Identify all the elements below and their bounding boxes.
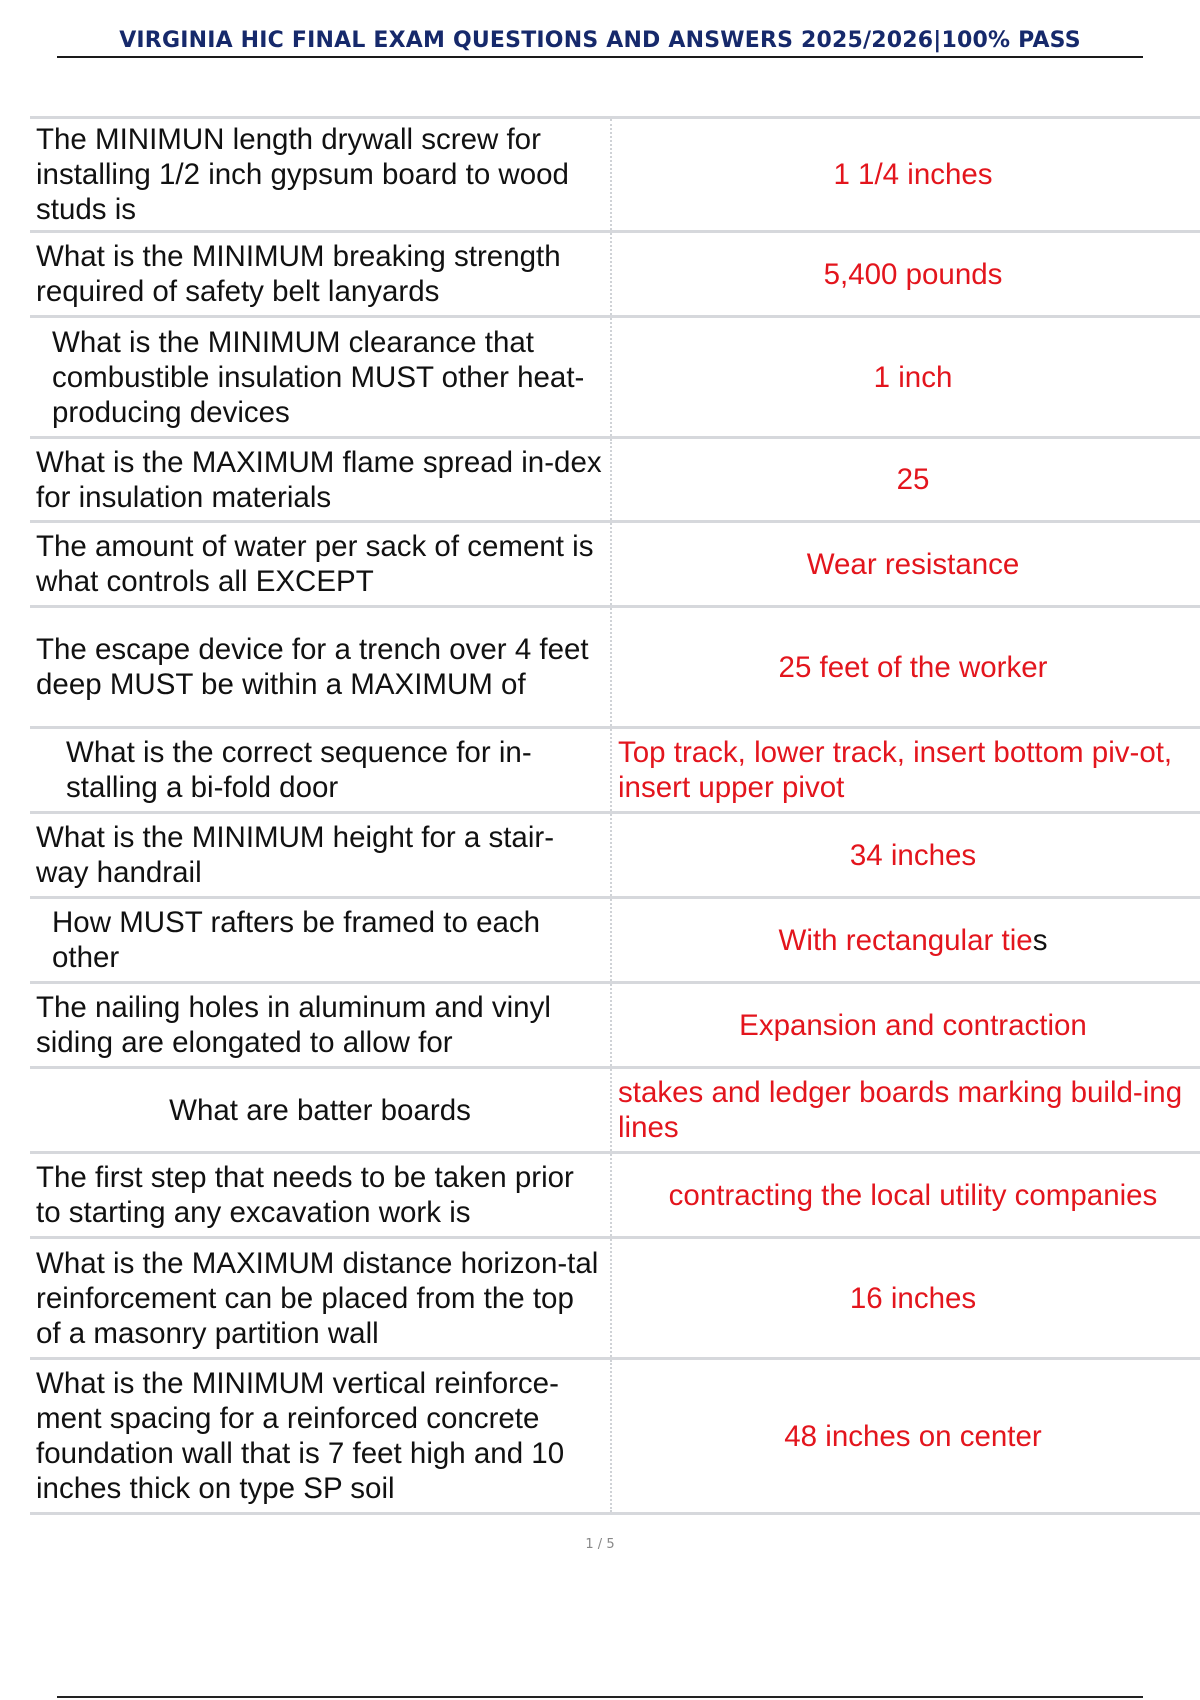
document-title: VIRGINIA HIC FINAL EXAM QUESTIONS AND ANSWERS 2025/2026|100% PASS <box>119 28 1081 53</box>
question-cell: What is the correct sequence for in-stalling a bi-fold door <box>30 728 611 813</box>
question-cell: What is the MAXIMUM distance horizon-tal reinforcement can be placed from the top of a masonry partition wall <box>30 1238 611 1359</box>
table-row <box>30 1068 1200 1153</box>
answer-cell <box>611 898 1200 983</box>
answer-text: With rectangular tie <box>778 923 1033 957</box>
answer-cell: Wear resistance <box>611 522 1200 607</box>
answer-cell: 5,400 pounds <box>611 232 1200 317</box>
table-row <box>30 118 1200 232</box>
question-cell: The amount of water per sack of cement is what controls all EXCEPT <box>30 522 611 607</box>
answer-cell: contracting the local utility companies <box>611 1153 1200 1238</box>
question-cell: What is the MAXIMUM flame spread in-dex for insulation materials <box>30 438 611 522</box>
question-cell: The MINIMUN length drywall screw for installing 1/2 inch gypsum board to wood studs is <box>30 118 611 232</box>
question-cell: What is the MINIMUM vertical reinforce-ment spacing for a reinforced concrete foundation wall that is 7 feet high and 10 inches thick on type SP soil <box>30 1359 611 1514</box>
answer-cell: 25 feet of the worker <box>611 607 1200 728</box>
answer-cell: 1 1/4 inches <box>611 118 1200 232</box>
document-header <box>57 26 1143 58</box>
table-row <box>30 607 1200 728</box>
table-row <box>30 232 1200 317</box>
question-cell: The first step that needs to be taken prior to starting any excavation work is <box>30 1153 611 1238</box>
answer-text-tail: s <box>1032 923 1048 957</box>
answer-cell: Top track, lower track, insert bottom piv-ot, insert upper pivot <box>611 728 1200 813</box>
table-row <box>30 1359 1200 1514</box>
question-cell: The escape device for a trench over 4 feet deep MUST be within a MAXIMUM of <box>30 607 611 728</box>
table-row <box>30 983 1200 1068</box>
table-row <box>30 813 1200 898</box>
answer-cell: Expansion and contraction <box>611 983 1200 1068</box>
answer-cell: 34 inches <box>611 813 1200 898</box>
answer-cell: stakes and ledger boards marking build-ing lines <box>611 1068 1200 1153</box>
table-row <box>30 522 1200 607</box>
question-cell: What is the MINIMUM breaking strength required of safety belt lanyards <box>30 232 611 317</box>
table-row <box>30 1153 1200 1238</box>
page-number: 1 / 5 <box>585 1537 615 1552</box>
table-row <box>30 438 1200 522</box>
table-row <box>30 317 1200 438</box>
question-cell: What is the MINIMUM height for a stair-way handrail <box>30 813 611 898</box>
answer-cell: 1 inch <box>611 317 1200 438</box>
answer-cell: 48 inches on center <box>611 1359 1200 1514</box>
footer-divider <box>57 1696 1143 1698</box>
answer-cell: 16 inches <box>611 1238 1200 1359</box>
question-cell: The nailing holes in aluminum and vinyl siding are elongated to allow for <box>30 983 611 1068</box>
answer-cell: 25 <box>611 438 1200 522</box>
question-cell: How MUST rafters be framed to each other <box>30 898 611 983</box>
table-row <box>30 1238 1200 1359</box>
table-row <box>30 728 1200 813</box>
question-cell: What are batter boards <box>30 1068 611 1153</box>
question-cell: What is the MINIMUM clearance that combustible insulation MUST other heat-producing devices <box>30 317 611 438</box>
qa-table <box>30 116 1200 1515</box>
table-row <box>30 898 1200 983</box>
